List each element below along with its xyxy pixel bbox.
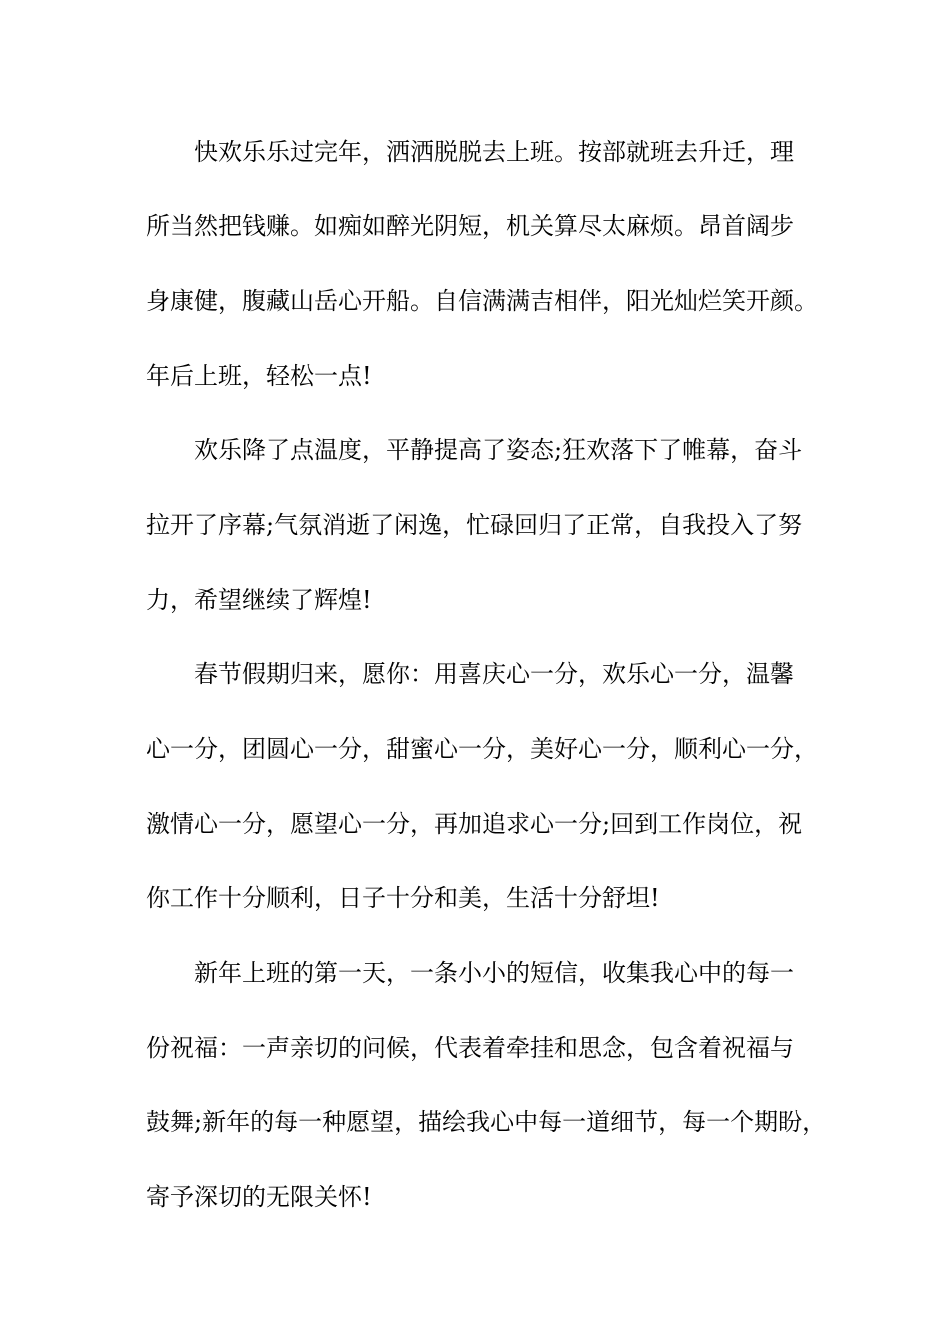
- paragraph-4-line-4: 寄予深切的无限关怀!: [146, 1183, 372, 1211]
- paragraph-3-line-1: 春节假期归来，愿你：用喜庆心一分，欢乐心一分，温馨: [194, 660, 794, 688]
- paragraph-1-line-1: 快欢乐乐过完年，洒洒脱脱去上班。按部就班去升迁，理: [194, 138, 794, 166]
- paragraph-1-line-2: 所当然把钱赚。如痴如醉光阴短，机关算尽太麻烦。昂首阔步: [146, 212, 794, 240]
- paragraph-2-line-2: 拉开了序幕;气氛消逝了闲逸，忙碌回归了正常，自我投入了努: [146, 511, 803, 539]
- paragraph-3-line-2: 心一分，团圆心一分，甜蜜心一分，美好心一分，顺利心一分，: [146, 735, 818, 763]
- paragraph-4-line-2: 份祝福：一声亲切的问候，代表着牵挂和思念，包含着祝福与: [146, 1034, 794, 1062]
- paragraph-1-line-4: 年后上班，轻松一点!: [146, 362, 372, 390]
- paragraph-4-line-1: 新年上班的第一天，一条小小的短信，收集我心中的每一: [194, 959, 794, 987]
- paragraph-3-line-4: 你工作十分顺利，日子十分和美，生活十分舒坦!: [146, 884, 660, 912]
- paragraph-2-line-1: 欢乐降了点温度，平静提高了姿态;狂欢落下了帷幕，奋斗: [194, 436, 803, 464]
- paragraph-1-line-3: 身康健，腹藏山岳心开船。自信满满吉相伴，阳光灿烂笑开颜。: [146, 287, 818, 315]
- paragraph-3-line-3: 激情心一分，愿望心一分，再加追求心一分;回到工作岗位，祝: [146, 810, 803, 838]
- paragraph-2-line-3: 力，希望继续了辉煌!: [146, 586, 372, 614]
- paragraph-4-line-3: 鼓舞;新年的每一种愿望，描绘我心中每一道细节，每一个期盼，: [146, 1108, 827, 1136]
